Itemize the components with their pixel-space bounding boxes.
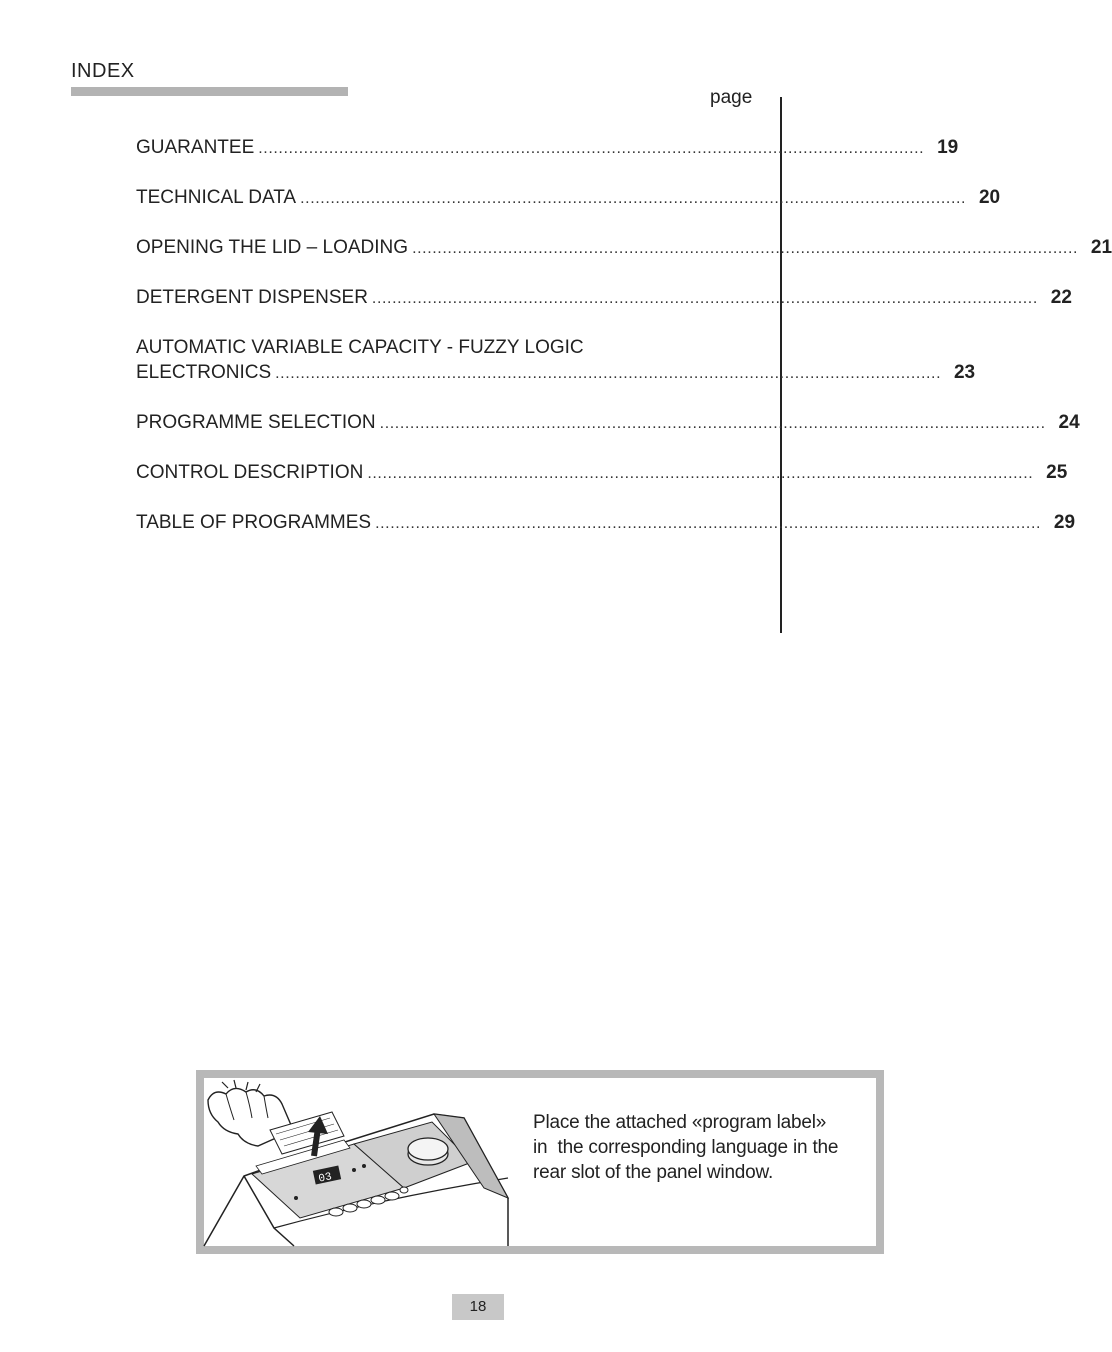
toc-entry-page: 25 [1046,462,1068,483]
instruction-text [533,1110,873,1185]
toc-entry-control-description[interactable] [136,460,1068,486]
toc-entry-title: TABLE OF PROGRAMMES [136,512,372,533]
instruction-line-3: rear slot of the panel window. [533,1162,774,1183]
toc-entry-programme-selection[interactable] [136,410,1080,436]
toc-entry-automatic-variable-capacity[interactable] [136,335,976,386]
instruction-line-1: Place the attached «program label» [533,1112,827,1133]
page-column-label: page [710,87,753,108]
toc-entry-title-line1: AUTOMATIC VARIABLE CAPACITY - FUZZY LOGIC [136,337,584,358]
toc-dot-leader: .................................................................................................................................... [300,190,967,207]
toc-entry-title: ELECTRONICS [136,362,272,383]
page-number: 18 [452,1294,504,1320]
toc-entry-detergent-dispenser[interactable] [136,285,1072,311]
toc-entry-title: PROGRAMME SELECTION [136,412,376,433]
toc-entry-guarantee[interactable] [136,135,959,161]
toc-dot-leader: .................................................................................................................................... [371,290,1038,307]
toc-entry-page: 19 [937,137,959,158]
toc-entry-title: GUARANTEE [136,137,255,158]
index-heading: INDEX [71,60,135,82]
toc-entry-title: OPENING THE LID – LOADING [136,237,409,258]
toc-dot-leader: .................................................................................................................................... [275,365,942,382]
toc-entry-opening-the-lid[interactable] [136,235,1112,261]
toc-entry-page: 24 [1058,412,1080,433]
program-label-instruction-box [196,1070,884,1254]
heading-underline-bar [71,87,348,96]
toc-entry-title: DETERGENT DISPENSER [136,287,368,308]
toc-entry-technical-data[interactable] [136,185,1001,211]
toc-dot-leader: .................................................................................................................................... [375,515,1042,532]
toc-entry-page: 29 [1053,512,1076,533]
toc-entry-page: 21 [1090,237,1112,258]
control-panel-illustration [204,1078,508,1246]
toc-entry-title: CONTROL DESCRIPTION [136,462,364,483]
toc-dot-leader: .................................................................................................................................... [258,140,925,157]
toc-entry-table-of-programmes[interactable] [136,510,1076,536]
instruction-line-2: in the corresponding language in the [533,1137,839,1158]
toc-dot-leader: .................................................................................................................................... [379,415,1046,432]
panel-display-digits: 03 [317,1171,333,1186]
toc-entry-title: TECHNICAL DATA [136,187,297,208]
toc-entry-page: 23 [953,362,976,383]
toc-dot-leader: .................................................................................................................................... [412,240,1079,257]
toc-entry-page: 22 [1050,287,1072,308]
toc-entry-page: 20 [978,187,1001,208]
toc-dot-leader: .................................................................................................................................... [367,465,1034,482]
